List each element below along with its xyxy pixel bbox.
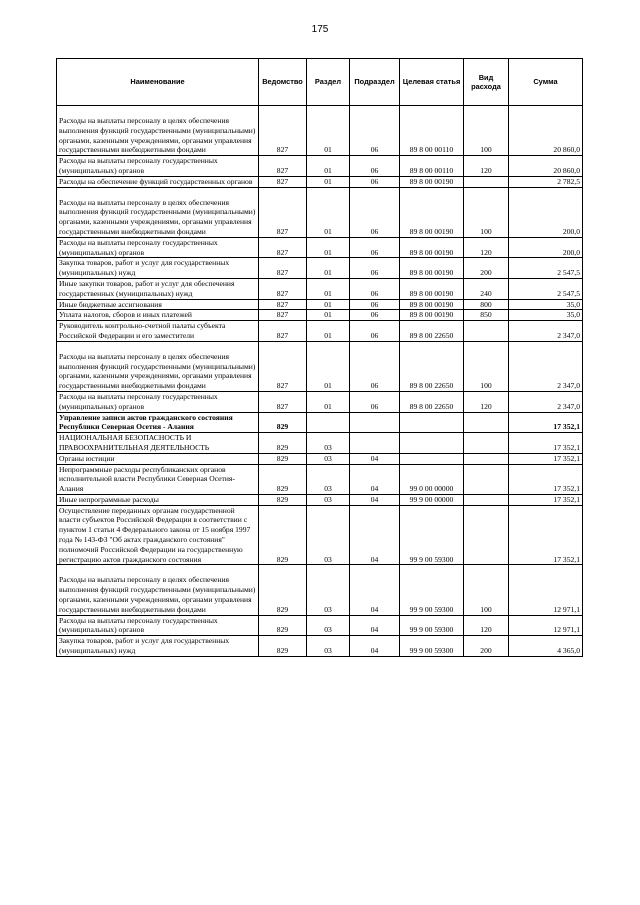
row-sum: 17 352,1 xyxy=(509,412,583,433)
row-section xyxy=(307,412,350,433)
row-expense-type: 100 xyxy=(464,187,509,237)
row-name: Закупка товаров, работ и услуг для государственных (муниципальных) нужд xyxy=(57,258,259,279)
row-department: 827 xyxy=(259,106,307,156)
row-expense-type: 120 xyxy=(464,391,509,412)
row-sum: 12 971,1 xyxy=(509,615,583,636)
row-department: 829 xyxy=(259,615,307,636)
row-subsection: 04 xyxy=(350,565,400,615)
row-subsection: 04 xyxy=(350,453,400,464)
row-expense-type xyxy=(464,453,509,464)
row-target-article: 89 8 00 00190 xyxy=(400,237,464,258)
row-sum: 2 347,0 xyxy=(509,391,583,412)
row-name: Расходы на выплаты персоналу в целях обеспечения выполнения функций государственными (муниципальными) органами, казенными учреждениями, органами управления государственными внебюджетными фондами xyxy=(57,106,259,156)
row-name: Уплата налогов, сборов и иных платежей xyxy=(57,310,259,321)
row-department: 829 xyxy=(259,412,307,433)
row-name: Органы юстиции xyxy=(57,453,259,464)
row-expense-type: 120 xyxy=(464,237,509,258)
row-section: 03 xyxy=(307,494,350,505)
row-section: 03 xyxy=(307,453,350,464)
row-department: 829 xyxy=(259,453,307,464)
row-name: Расходы на выплаты персоналу в целях обеспечения выполнения функций государственными (муниципальными) органами, казенными учреждениями, органами управления государственными внебюджетными фондами xyxy=(57,565,259,615)
row-target-article: 89 8 00 00190 xyxy=(400,310,464,321)
row-sum: 17 352,1 xyxy=(509,494,583,505)
row-expense-type xyxy=(464,464,509,494)
row-sum: 2 547,5 xyxy=(509,258,583,279)
row-department: 829 xyxy=(259,433,307,454)
row-section: 03 xyxy=(307,464,350,494)
row-sum: 2 782,5 xyxy=(509,176,583,187)
table-header-row xyxy=(57,59,583,106)
row-target-article: 89 8 00 00190 xyxy=(400,176,464,187)
row-expense-type: 100 xyxy=(464,565,509,615)
row-sum: 2 347,0 xyxy=(509,341,583,391)
row-department: 829 xyxy=(259,494,307,505)
row-section: 03 xyxy=(307,615,350,636)
row-section: 01 xyxy=(307,310,350,321)
row-sum: 17 352,1 xyxy=(509,453,583,464)
row-target-article: 99 0 00 00000 xyxy=(400,464,464,494)
row-name: Закупка товаров, работ и услуг для государственных (муниципальных) нужд xyxy=(57,636,259,657)
row-target-article xyxy=(400,412,464,433)
row-name: Непрограммные расходы республиканских органов исполнительной власти Республики Северная Осетия-Алания xyxy=(57,464,259,494)
row-target-article: 89 8 00 00110 xyxy=(400,106,464,156)
row-expense-type: 800 xyxy=(464,299,509,310)
table-row xyxy=(57,237,583,258)
row-sum: 17 352,1 xyxy=(509,433,583,454)
table-row xyxy=(57,310,583,321)
row-expense-type: 200 xyxy=(464,636,509,657)
row-name: Иные бюджетные ассигнования xyxy=(57,299,259,310)
row-section: 03 xyxy=(307,565,350,615)
row-name: Расходы на обеспечение функций государственных органов xyxy=(57,176,259,187)
row-name: Расходы на выплаты персоналу государственных (муниципальных) органов xyxy=(57,237,259,258)
row-target-article: 99 9 00 00000 xyxy=(400,494,464,505)
row-department: 827 xyxy=(259,310,307,321)
row-section: 01 xyxy=(307,237,350,258)
row-section: 01 xyxy=(307,106,350,156)
row-department: 827 xyxy=(259,156,307,177)
table-body xyxy=(57,106,583,657)
page-number: 175 xyxy=(311,24,329,35)
row-section: 01 xyxy=(307,299,350,310)
row-department: 827 xyxy=(259,321,307,342)
row-sum: 17 352,1 xyxy=(509,505,583,565)
header-subsection: Подраздел xyxy=(350,59,400,106)
row-target-article: 89 8 00 00190 xyxy=(400,258,464,279)
row-sum: 35,0 xyxy=(509,299,583,310)
row-target-article: 99 9 00 59300 xyxy=(400,565,464,615)
row-target-article: 99 9 00 59300 xyxy=(400,505,464,565)
row-target-article: 89 8 00 22650 xyxy=(400,391,464,412)
row-sum: 20 860,0 xyxy=(509,156,583,177)
row-sum: 200,0 xyxy=(509,237,583,258)
row-department: 827 xyxy=(259,187,307,237)
row-department: 827 xyxy=(259,299,307,310)
row-name: Расходы на выплаты персоналу государственных (муниципальных) органов xyxy=(57,391,259,412)
row-expense-type xyxy=(464,321,509,342)
row-department: 829 xyxy=(259,464,307,494)
table-row xyxy=(57,258,583,279)
table-row xyxy=(57,391,583,412)
row-expense-type: 200 xyxy=(464,258,509,279)
row-expense-type: 100 xyxy=(464,106,509,156)
row-subsection xyxy=(350,412,400,433)
row-department: 829 xyxy=(259,565,307,615)
row-department: 827 xyxy=(259,237,307,258)
row-subsection: 04 xyxy=(350,494,400,505)
row-department: 827 xyxy=(259,278,307,299)
header-section: Раздел xyxy=(307,59,350,106)
row-target-article: 89 8 00 22650 xyxy=(400,321,464,342)
row-subsection xyxy=(350,433,400,454)
row-name: Расходы на выплаты персоналу в целях обеспечения выполнения функций государственными (муниципальными) органами, казенными учреждениями, органами управления государственными внебюджетными фондами xyxy=(57,341,259,391)
row-target-article xyxy=(400,453,464,464)
row-subsection: 06 xyxy=(350,258,400,279)
row-subsection: 06 xyxy=(350,156,400,177)
header-expense-type: Вид расхода xyxy=(464,59,509,106)
row-expense-type: 240 xyxy=(464,278,509,299)
header-name: Наименование xyxy=(57,59,259,106)
row-expense-type xyxy=(464,176,509,187)
row-subsection: 06 xyxy=(350,299,400,310)
table-row xyxy=(57,321,583,342)
row-section: 01 xyxy=(307,278,350,299)
row-subsection: 06 xyxy=(350,237,400,258)
row-subsection: 06 xyxy=(350,341,400,391)
row-section: 03 xyxy=(307,433,350,454)
row-sum: 20 860,0 xyxy=(509,106,583,156)
row-section: 01 xyxy=(307,341,350,391)
row-target-article: 89 8 00 22650 xyxy=(400,341,464,391)
row-sum: 12 971,1 xyxy=(509,565,583,615)
row-department: 829 xyxy=(259,505,307,565)
row-subsection: 06 xyxy=(350,187,400,237)
row-sum: 2 347,0 xyxy=(509,321,583,342)
row-sum: 17 352,1 xyxy=(509,464,583,494)
row-subsection: 06 xyxy=(350,391,400,412)
row-section: 03 xyxy=(307,636,350,657)
row-sum: 35,0 xyxy=(509,310,583,321)
row-subsection: 06 xyxy=(350,278,400,299)
row-subsection: 06 xyxy=(350,321,400,342)
row-name: Иные непрограммные расходы xyxy=(57,494,259,505)
table-row xyxy=(57,156,583,177)
table-row xyxy=(57,106,583,156)
row-section: 01 xyxy=(307,176,350,187)
row-name: НАЦИОНАЛЬНАЯ БЕЗОПАСНОСТЬ И ПРАВООХРАНИТЕЛЬНАЯ ДЕЯТЕЛЬНОСТЬ xyxy=(57,433,259,454)
table-row xyxy=(57,636,583,657)
row-subsection: 06 xyxy=(350,106,400,156)
table-row xyxy=(57,278,583,299)
row-department: 829 xyxy=(259,636,307,657)
table-row xyxy=(57,505,583,565)
row-target-article: 89 8 00 00190 xyxy=(400,187,464,237)
row-subsection: 06 xyxy=(350,176,400,187)
row-subsection: 04 xyxy=(350,636,400,657)
table-row xyxy=(57,565,583,615)
row-target-article: 99 9 00 59300 xyxy=(400,615,464,636)
row-department: 827 xyxy=(259,258,307,279)
row-subsection: 04 xyxy=(350,505,400,565)
table-row xyxy=(57,187,583,237)
row-department: 827 xyxy=(259,391,307,412)
header-department: Ведомство xyxy=(259,59,307,106)
row-sum: 2 547,5 xyxy=(509,278,583,299)
table-row xyxy=(57,341,583,391)
row-department: 827 xyxy=(259,176,307,187)
row-expense-type: 120 xyxy=(464,156,509,177)
table-row xyxy=(57,412,583,433)
row-section: 03 xyxy=(307,505,350,565)
row-expense-type: 850 xyxy=(464,310,509,321)
budget-table xyxy=(56,58,583,657)
row-subsection: 06 xyxy=(350,310,400,321)
row-section: 01 xyxy=(307,258,350,279)
table-row xyxy=(57,464,583,494)
row-target-article: 89 8 00 00190 xyxy=(400,278,464,299)
row-department: 827 xyxy=(259,341,307,391)
row-target-article: 89 8 00 00110 xyxy=(400,156,464,177)
row-name: Управление записи актов гражданского состояния Республики Северная Осетия - Алания xyxy=(57,412,259,433)
row-section: 01 xyxy=(307,391,350,412)
table-row xyxy=(57,433,583,454)
row-section: 01 xyxy=(307,187,350,237)
row-name: Расходы на выплаты персоналу государственных (муниципальных) органов xyxy=(57,615,259,636)
header-target-article: Целевая статья xyxy=(400,59,464,106)
row-name: Расходы на выплаты персоналу государственных (муниципальных) органов xyxy=(57,156,259,177)
table-row xyxy=(57,176,583,187)
row-sum: 200,0 xyxy=(509,187,583,237)
row-name: Расходы на выплаты персоналу в целях обеспечения выполнения функций государственными (муниципальными) органами, казенными учреждениями, органами управления государственными внебюджетными фондами xyxy=(57,187,259,237)
row-section: 01 xyxy=(307,156,350,177)
row-expense-type xyxy=(464,433,509,454)
table-row xyxy=(57,299,583,310)
row-target-article xyxy=(400,433,464,454)
row-name: Осуществление переданных органам государственной власти субъектов Российской Федерации в соответствии с пунктом 1 статьи 4 Федерального закона от 15 ноября 1997 года № 143-ФЗ "Об актах гражданского состояния" полномочий Российской Федерации на государственную регистрацию актов гражданского состояния xyxy=(57,505,259,565)
table-row xyxy=(57,453,583,464)
row-subsection: 04 xyxy=(350,464,400,494)
row-subsection: 04 xyxy=(350,615,400,636)
row-section: 01 xyxy=(307,321,350,342)
row-expense-type: 120 xyxy=(464,615,509,636)
row-expense-type xyxy=(464,494,509,505)
row-name: Иные закупки товаров, работ и услуг для обеспечения государственных (муниципальных) нужд xyxy=(57,278,259,299)
header-sum: Сумма xyxy=(509,59,583,106)
row-sum: 4 365,0 xyxy=(509,636,583,657)
table-row xyxy=(57,494,583,505)
row-target-article: 99 9 00 59300 xyxy=(400,636,464,657)
row-expense-type xyxy=(464,412,509,433)
table-row xyxy=(57,615,583,636)
row-target-article: 89 8 00 00190 xyxy=(400,299,464,310)
row-expense-type xyxy=(464,505,509,565)
row-name: Руководитель контрольно-счетной палаты субъекта Российской Федерации и его заместители xyxy=(57,321,259,342)
row-expense-type: 100 xyxy=(464,341,509,391)
